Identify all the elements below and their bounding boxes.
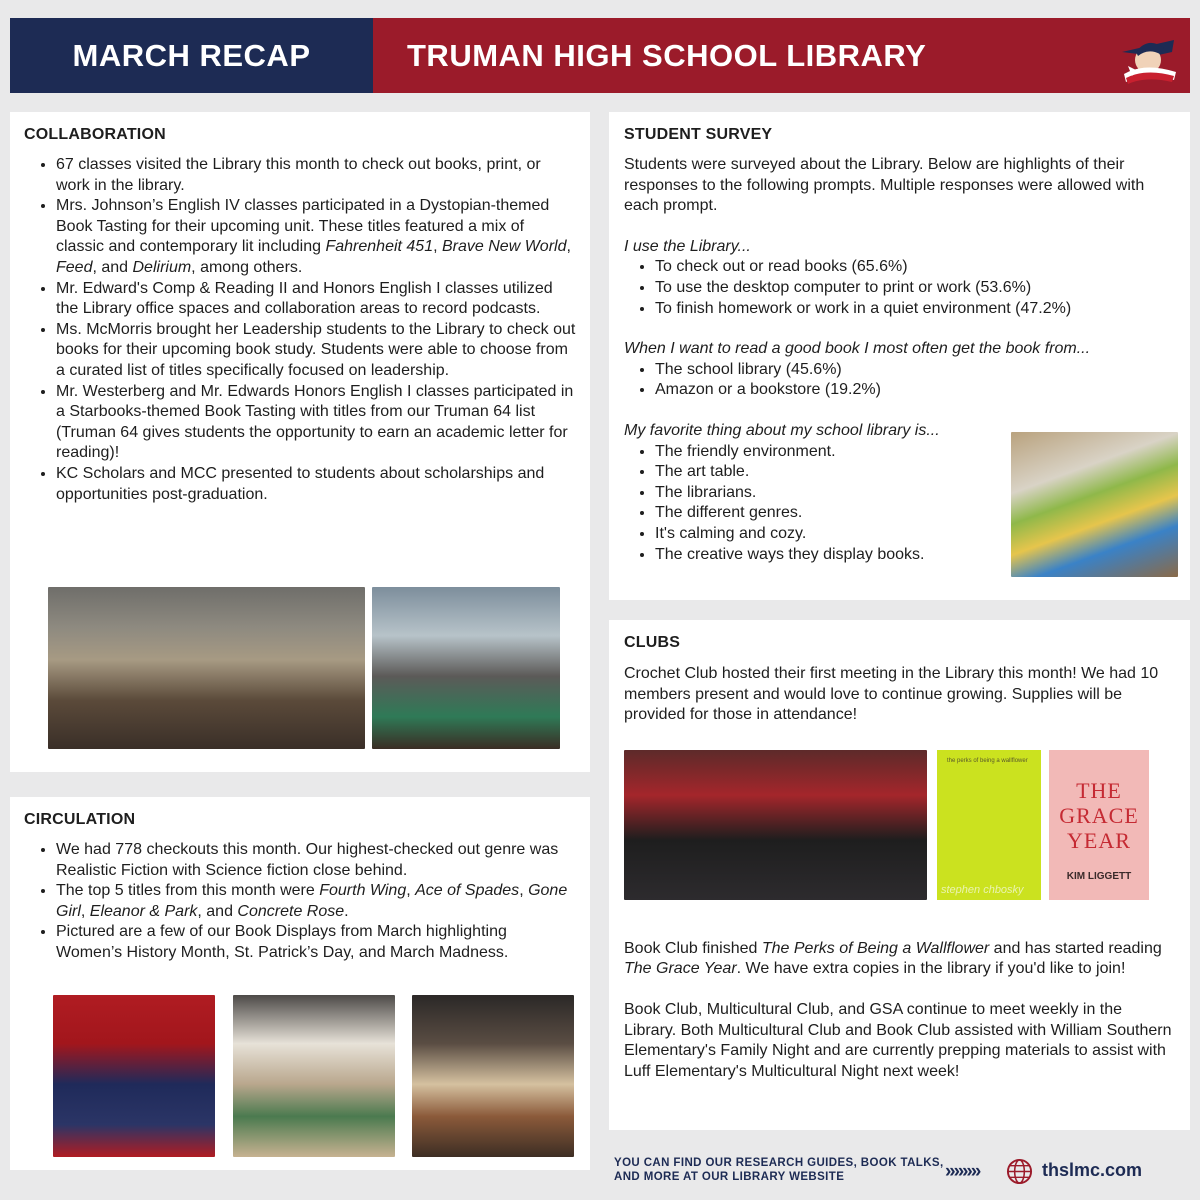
march-madness-display-photo (412, 995, 574, 1157)
list-item: • KC Scholars and MCC presented to students about scholarships and opportunities post-graduation. (56, 464, 576, 505)
list-item: • It's calming and cozy. (655, 524, 1175, 545)
list-item: • We had 778 checkouts this month. Our highest-checked out genre was Realistic Fiction with Science fiction close behind. (56, 840, 576, 881)
survey-prompt: My favorite thing about my school library is... (624, 421, 940, 439)
collaboration-panel (10, 112, 590, 772)
grace-year-book-cover: THE GRACE YEAR KIM LIGGETT (1049, 750, 1149, 900)
crochet-club-text: Crochet Club hosted their first meeting in the Library this month! We had 10 members present and would love to continue growing. Supplies will be provided for those in attendance! (624, 665, 1159, 724)
survey-prompt: I use the Library... (624, 237, 751, 255)
list-item: • The different genres. (655, 503, 1175, 524)
list-item: • The creative ways they display books. (655, 545, 1175, 566)
list-item: • Ms. McMorris brought her Leadership students to the Library to check out books for their upcoming book study. Students were able to choose from a curated list of titles specifically focused on leadership. (56, 320, 576, 382)
list-item: • The friendly environment. (655, 442, 1175, 463)
circulation-list (24, 840, 576, 964)
list-item: • To use the desktop computer to print or work (53.6%) (655, 278, 1175, 299)
perks-book-cover: the perks of being a wallflower stephen chbosky (937, 750, 1041, 900)
library-title-bar (373, 18, 1190, 93)
survey-answers (624, 257, 1175, 319)
collaboration-list (24, 155, 576, 505)
survey-prompt: When I want to read a good book I most often get the book from... (624, 340, 1091, 358)
student-survey-panel (609, 112, 1190, 600)
book-club-text: Book Club finished The Perks of Being a Wallflower and has started reading The Grace Year. We have extra copies in the library if you'd like to join! (624, 939, 1162, 978)
header-banner (10, 18, 1190, 93)
list-item: • Pictured are a few of our Book Displays from March highlighting Women’s History Month, St. Patrick’s Day, and March Madness. (56, 922, 576, 963)
clubs-heading: CLUBS (624, 634, 681, 651)
list-item: • The librarians. (655, 483, 1175, 504)
clubs-weekly-text: Book Club, Multicultural Club, and GSA continue to meet weekly in the Library. Both Multicultural Club and Book Club assisted with William Southern Elementary's Family Night and are currently prepping materials to assist with Luff Elementary's Multicultural Night next week! (624, 1000, 1172, 1080)
library-title: TRUMAN HIGH SCHOOL LIBRARY (407, 37, 927, 73)
survey-intro: Students were surveyed about the Library. Below are highlights of their responses to the following prompts. Multiple responses were allowed with each prompt. (624, 156, 1145, 215)
list-item: • Amazon or a bookstore (19.2%) (655, 380, 1175, 401)
list-item: • Mrs. Johnson’s English IV classes participated in a Dystopian-themed Book Tasting for their upcoming unit. These titles featured a mix of classic and contemporary lit including Fahrenheit 451, Brave New World, Feed, and Delirium, among others. (56, 196, 576, 278)
list-item: • To finish homework or work in a quiet environment (47.2%) (655, 299, 1175, 320)
clubs-panel (609, 620, 1190, 1130)
circulation-panel (10, 797, 590, 1170)
list-item: • 67 classes visited the Library this month to check out books, print, or work in the library. (56, 155, 576, 196)
list-item: • The top 5 titles from this month were Fourth Wing, Ace of Spades, Gone Girl, Eleanor & Park, and Concrete Rose. (56, 881, 576, 922)
book-tasting-photo (372, 587, 560, 749)
survey-heading: STUDENT SURVEY (624, 126, 773, 143)
website-link[interactable]: thslmc.com (1042, 1160, 1143, 1180)
collaboration-heading: COLLABORATION (24, 126, 166, 143)
arrows-icon: »»»» (945, 1161, 980, 1182)
list-item: • Mr. Edward's Comp & Reading II and Honors English I classes utilized the Library office spaces and collaboration areas to record podcasts. (56, 279, 576, 320)
patriot-mascot-icon (1114, 22, 1182, 88)
art-table-photo (1011, 432, 1178, 577)
globe-icon[interactable] (1006, 1158, 1033, 1185)
list-item: • Mr. Westerberg and Mr. Edwards Honors English I classes participated in a Starbooks-themed Book Tasting with titles from our Truman 64 list (Truman 64 gives students the opportunity to earn an academic letter for reading)! (56, 382, 576, 464)
circulation-heading: CIRCULATION (24, 811, 136, 828)
list-item: • The school library (45.6%) (655, 360, 1175, 381)
survey-answers (624, 360, 1175, 401)
womens-history-display-photo (53, 995, 215, 1157)
list-item: • The art table. (655, 462, 1175, 483)
recap-title: MARCH RECAP (10, 18, 373, 93)
crochet-club-photo (624, 750, 927, 900)
footer-text: YOU CAN FIND OUR RESEARCH GUIDES, BOOK TALKS, AND MORE AT OUR LIBRARY WEBSITE (614, 1157, 944, 1183)
list-item: • To check out or read books (65.6%) (655, 257, 1175, 278)
st-patricks-display-photo (233, 995, 395, 1157)
library-class-photo (48, 587, 365, 749)
